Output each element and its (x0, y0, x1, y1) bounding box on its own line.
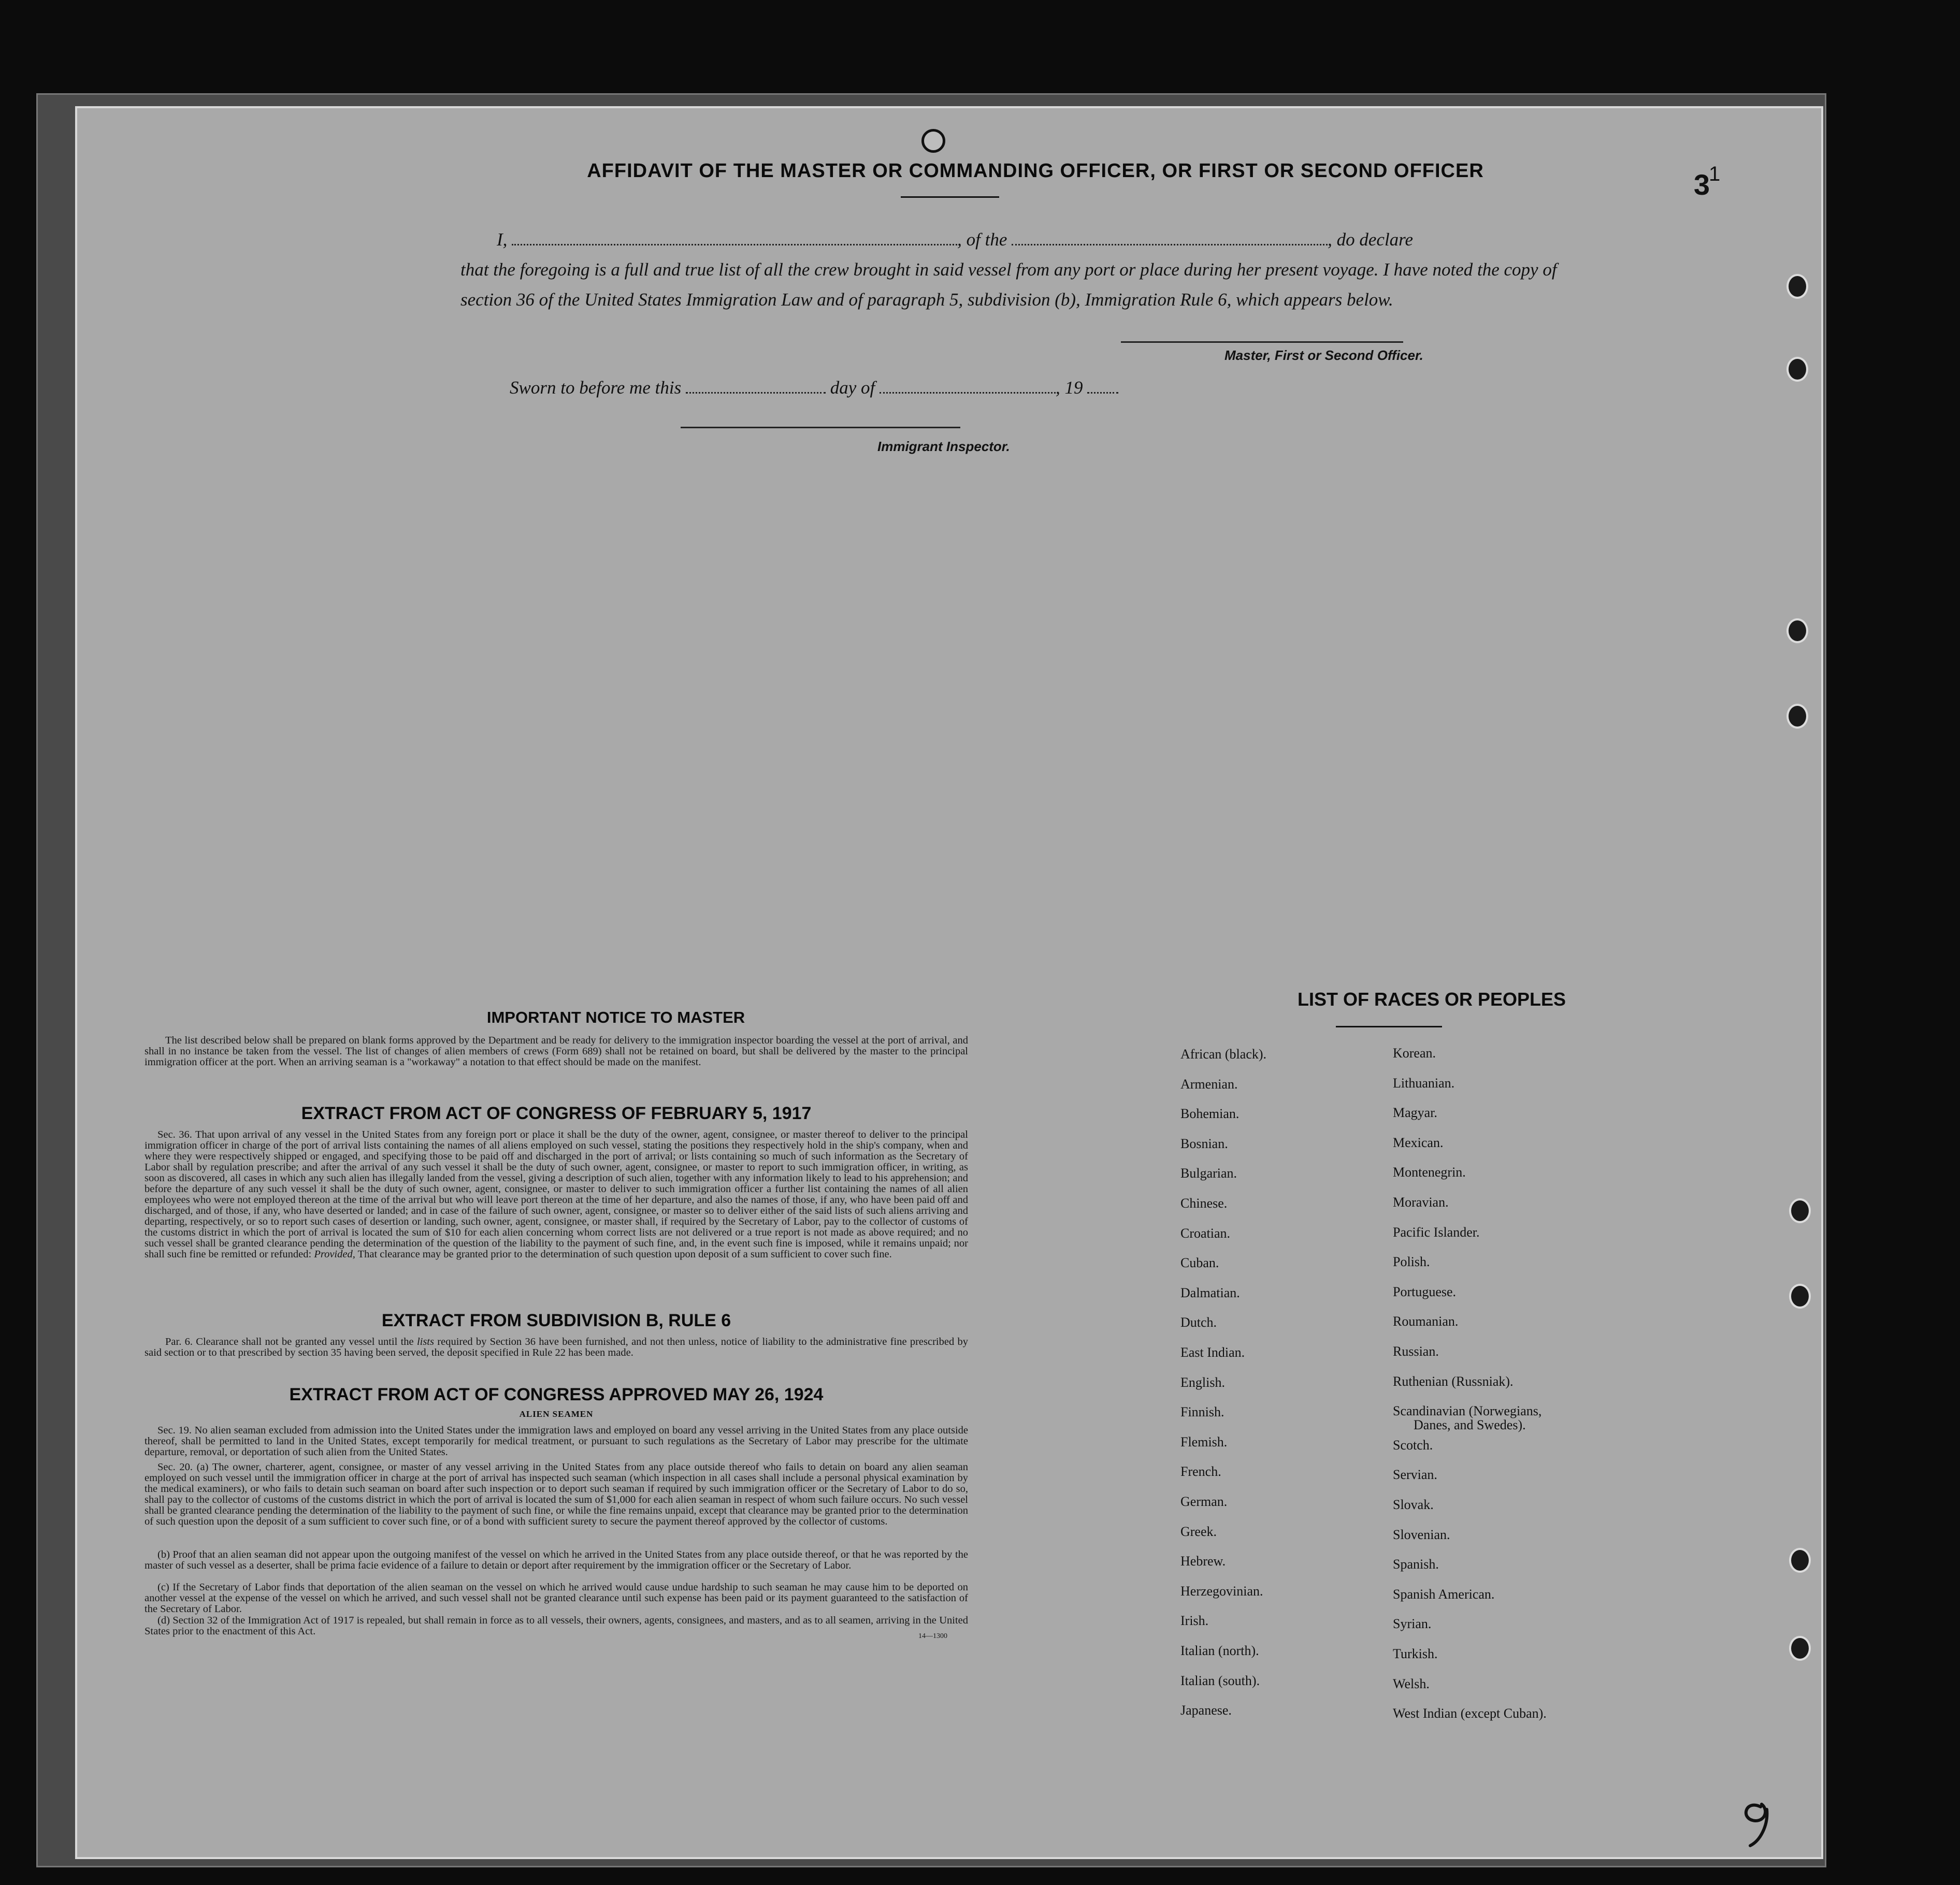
race-item: Roumanian. (1393, 1314, 1459, 1329)
sworn-month-field[interactable] (880, 378, 1056, 394)
sec-20d-text: (d) Section 32 of the Immigration Act of 1917 is repealed, but shall remain in force as to all vessels, their owners, agents, consignees, and masters, and as to all seamen, arriving in the United States prior to the enactment of this Act. (145, 1615, 968, 1637)
binder-hole (1789, 1284, 1811, 1309)
section-label: Sec. 36. (157, 1129, 192, 1140)
declarant-prefix: I, (497, 229, 508, 250)
race-item: West Indian (except Cuban). (1393, 1706, 1547, 1721)
race-item: Montenegrin. (1393, 1165, 1466, 1180)
manifest-page (75, 106, 1823, 1859)
race-item: African (black). (1180, 1047, 1267, 1062)
race-item: Armenian. (1180, 1076, 1238, 1092)
corner-mark: 1 (1709, 163, 1721, 185)
race-item: Welsh. (1393, 1676, 1430, 1691)
race-item: Dalmatian. (1180, 1285, 1240, 1300)
form-code: 14—1300 (918, 1632, 947, 1640)
sworn-day-label: day of (830, 378, 875, 398)
race-item: English. (1180, 1374, 1225, 1390)
extract-1924-title: EXTRACT FROM ACT OF CONGRESS APPROVED MAY 26, 1924 (289, 1385, 824, 1404)
race-item: Cuban. (1180, 1255, 1219, 1271)
races-rule (1336, 1026, 1442, 1027)
race-item: Chinese. (1180, 1196, 1228, 1211)
declaration-text: that the foregoing is a full and true list of all the crew brought in said vessel from any port or place during her present voyage. I have noted the copy of section 36 of the United States Immigration Law and of paragraph 5, subdivision (b), Immigration Rule 6, which appears below. (460, 259, 1557, 310)
race-item: Dutch. (1180, 1315, 1217, 1330)
declarant-end: , do declare (1328, 229, 1414, 250)
race-item: Magyar. (1393, 1105, 1437, 1121)
extract-1924-subtitle: ALIEN SEAMEN (519, 1409, 594, 1419)
race-item: Scotch. (1393, 1437, 1433, 1453)
binder-hole (1786, 357, 1808, 382)
sec-20a-text: Sec. 20. (a) The owner, charterer, agent, consignee, or master of any vessel arriving in the United States from any place outside thereof who fails to detain on board any alien seaman employed on such vessel until the immigration officer in charge at the port of arrival has inspected such seaman (which inspection in all cases shall include a personal physical examination by the medical examiners), or who fails to detain such seaman on board after such inspection or to deport such seaman if required by such immigration officer or the Secretary of Labor to do so, shall pay to the collector of customs of the customs district in which the port of arrival is located the sum of $1,000 for each alien seaman in respect of whom such failure occurs. No such vessel shall be granted clearance pending the determination of the liability to the payment of such fine, or while the fine remains unpaid, except that clearance may be granted prior to the determination of such question upon the deposit of a sum sufficient to cover such fine, or of a bond with sufficient surety to secure the payment thereof approved by the collector of customs. (145, 1461, 968, 1527)
race-item: French. (1180, 1464, 1221, 1480)
affidavit-body (460, 225, 1590, 315)
race-item: Finnish. (1180, 1404, 1224, 1420)
sec-19-text: Sec. 19. No alien seaman excluded from admission into the United States under the immigration laws and employed on board any vessel arriving in the United States from any place outside thereof, shall be permitted to land in the United States, except temporarily for medical treatment, or pursuant to such regulations as the Secretary of Labor may prescribe for the ultimate departure, removal, or deportation of such alien from the United States. (145, 1425, 968, 1458)
notice-text: The list described below shall be prepared on blank forms approved by the Department and be ready for delivery to the immigration inspector boarding the vessel at the port of arrival, and shall in no instance be taken from the vessel. The list of changes of alien members of crews (Form 689) shall not be retained on board, but shall be delivered by the master to the principal immigration officer at the port. When an arriving seaman is a "workaway" a notation to that effect should be made on the manifest. (145, 1035, 968, 1068)
race-item: Italian (south). (1180, 1673, 1260, 1688)
race-item: Russian. (1393, 1344, 1439, 1359)
race-item: Flemish. (1180, 1434, 1228, 1449)
rule6-before: Par. 6. Clearance shall not be granted any vessel until the (165, 1336, 414, 1347)
race-item: Slovak. (1393, 1497, 1434, 1512)
affidavit-title: AFFIDAVIT OF THE MASTER OR COMMANDING OFFICER, OR FIRST OR SECOND OFFICER (587, 160, 1484, 182)
race-item: Bohemian. (1180, 1106, 1240, 1122)
race-item: Danes, and Swedes). (1414, 1417, 1526, 1433)
binder-hole (1786, 274, 1808, 299)
proviso-word: Provided, (314, 1249, 355, 1260)
race-item: Polish. (1393, 1254, 1430, 1270)
race-item: Croatian. (1180, 1225, 1231, 1241)
sec-20b-text: (b) Proof that an alien seaman did not appear upon the outgoing manifest of the vessel on which he arrived in the United States from any place outside thereof, or that he was reported by the master of such vessel as a deserter, shall be prima facie evidence of a failure to detain or deport after requirement by the immigration officer or the Secretary of Labor. (145, 1549, 968, 1571)
races-title: LIST OF RACES OR PEOPLES (1297, 989, 1566, 1010)
race-item: Pacific Islander. (1393, 1224, 1480, 1240)
race-item: Ruthenian (Russniak). (1393, 1373, 1514, 1389)
extract-rule6-text (145, 1337, 968, 1358)
extract-rule6-title: EXTRACT FROM SUBDIVISION B, RULE 6 (381, 1311, 731, 1330)
race-item: Lithuanian. (1393, 1075, 1455, 1091)
title-rule (901, 196, 999, 198)
sworn-year-label: , 19 (1055, 378, 1083, 398)
binder-hole (1786, 618, 1808, 643)
race-item: Herzegovinian. (1180, 1583, 1263, 1599)
proviso-text: That clearance may be granted prior to the determination of such question upon deposit of a sum sufficient to cover such fine. (357, 1249, 892, 1260)
inspector-caption: Immigrant Inspector. (877, 439, 1010, 454)
race-item: Spanish American. (1393, 1586, 1495, 1602)
race-item: Mexican. (1393, 1135, 1444, 1150)
race-item: Scandinavian (Norwegians, (1393, 1403, 1542, 1419)
page-number: 3 (1693, 168, 1710, 201)
master-signature-line[interactable] (1121, 341, 1403, 343)
sworn-line (510, 378, 1118, 398)
race-item: Irish. (1180, 1613, 1209, 1629)
punch-hole-top (921, 129, 945, 153)
race-item: Bulgarian. (1180, 1166, 1237, 1181)
race-item: East Indian. (1180, 1345, 1245, 1360)
race-item: Spanish. (1393, 1557, 1439, 1572)
race-item: Hebrew. (1180, 1554, 1226, 1569)
race-item: Moravian. (1393, 1195, 1449, 1210)
section-36-text: That upon arrival of any vessel in the United States from any foreign port or place it shall be the duty of the owner, agent, consignee, or master thereof to deliver to the principal immigration officer in charge of the port of arrival lists containing the names of all aliens employed on such vessel, stating the positions they respectively hold in the ship's company, when and where they were respectively shipped or engaged, and specifying those to be paid off and discharged in the port of arrival; or lists containing so much of such information as the Secretary of Labor shall by regulation prescribe; and after the arrival of any such vessel it shall be the duty of such owner, agent, consignee, or master to report to such immigration officer, in writing, as soon as discovered, all cases in which any such alien has illegally landed from the vessel, giving a description of such alien, together with any information likely to lead to his apprehension; and before the departure of any such vessel it shall be the duty of such owner, agent, consignee, or master to deliver to such immigration officer a further list containing the names of all alien employees who were not employed thereon at the time of the arrival but who will leave port thereon at the time of her departure, and also the names of those, if any, who have been paid off and discharged, and of those, if any, who have deserted or landed; and in case of the failure of such owner, agent, consignee, or master so to deliver either of the said lists of such aliens arriving and departing, respectively, or so to report such cases of desertion or landing, such owner, agent, consignee, or master shall, if required by the Secretary of Labor, pay to the collector of customs of the customs district in which the port of arrival is located the sum of $10 for each alien concerning whom correct lists are not delivered or a true report is not made as above required; and no such vessel shall be granted clearance pending the determination of the question of the liability to the payment of such fine, and, in the event such fine is imposed, while it remains unpaid; nor shall such fine be remitted or refunded: (145, 1129, 968, 1260)
race-item: Bosnian. (1180, 1136, 1228, 1151)
binder-hole (1789, 1548, 1811, 1573)
binder-hole (1789, 1636, 1811, 1661)
handwritten-mark (1724, 1794, 1786, 1851)
binder-hole (1786, 704, 1808, 729)
declarant-mid: , of the (957, 229, 1007, 250)
declarant-name-field[interactable] (512, 229, 957, 245)
vessel-name-field[interactable] (1012, 229, 1328, 245)
race-item: Greek. (1180, 1524, 1217, 1539)
race-item: German. (1180, 1494, 1228, 1509)
race-item: Portuguese. (1393, 1284, 1457, 1299)
race-item: Syrian. (1393, 1616, 1432, 1632)
race-item: Korean. (1393, 1046, 1436, 1061)
sworn-year-field[interactable] (1087, 378, 1118, 394)
rule6-after: required by Section 36 have been furnished, and not then unless, notice of liability to the administrative fine prescribed by said section or to that prescribed by section 35 having been served, the deposit specified in Rule 22 has been made. (145, 1336, 968, 1358)
notice-title: IMPORTANT NOTICE TO MASTER (486, 1008, 745, 1026)
race-item: Japanese. (1180, 1703, 1232, 1718)
extract-1917-text (145, 1129, 968, 1260)
binder-hole (1789, 1198, 1811, 1223)
extract-1917-title: EXTRACT FROM ACT OF CONGRESS OF FEBRUARY 5, 1917 (301, 1104, 812, 1123)
lists-word: lists (416, 1336, 434, 1347)
master-signature-caption: Master, First or Second Officer. (1224, 347, 1423, 363)
sworn-label: Sworn to before me this (510, 378, 682, 398)
sworn-date-field[interactable] (686, 378, 826, 394)
race-item: Italian (north). (1180, 1643, 1259, 1658)
sec-20c-text: (c) If the Secretary of Labor finds that deportation of the alien seaman on the vessel on which he arrived would cause undue hardship to such seaman he may cause him to be deported on another vessel at the expense of the vessel on which he arrived, and such vessel shall not be granted clearance until such expense has been paid or its payment guaranteed to the satisfaction of the Secretary of Labor. (145, 1582, 968, 1615)
inspector-signature-line[interactable] (681, 427, 960, 428)
race-item: Turkish. (1393, 1646, 1438, 1661)
race-item: Slovenian. (1393, 1527, 1450, 1542)
race-item: Servian. (1393, 1467, 1437, 1483)
